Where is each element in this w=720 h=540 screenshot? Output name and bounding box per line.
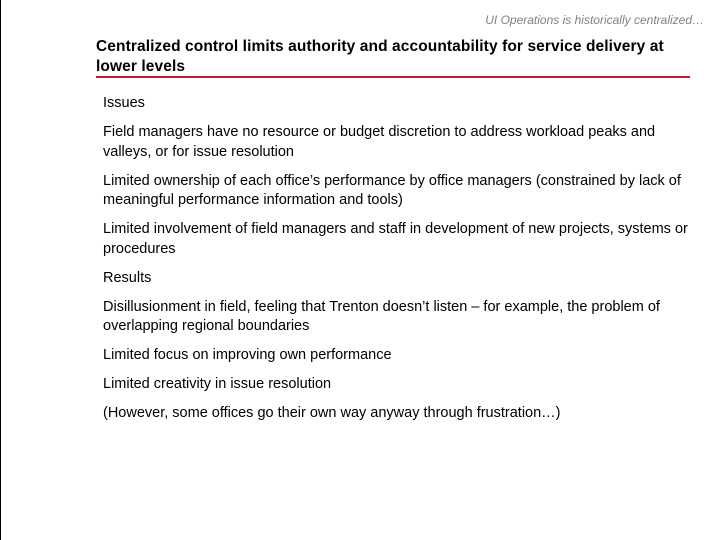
result-item: Limited creativity in issue resolution [103,376,332,392]
issue-item: Field managers have no resource or budget discretion to address workload peaks and valleys, or for issue resolution [103,124,656,160]
title-underline [96,76,690,78]
left-border [0,0,1,540]
result-item: (However, some offices go their own way anyway through frustration…) [103,405,561,421]
issues-heading: Issues [103,95,145,111]
results-heading: Results [103,269,152,286]
result-item: Disillusionment in field, feeling that Trenton doesn’t listen – for example, the problem of overlapping regional boundaries [103,298,660,334]
issue-item: Limited involvement of field managers and staff in development of new projects, systems or procedures [103,221,688,257]
issue-item: Limited ownership of each office’s performance by office managers (constrained by lack of meaningful performance information and tools) [103,172,681,208]
result-item: Limited focus on improving own performance [103,347,392,363]
header-caption: UI Operations is historically centralized… [485,13,704,27]
content-body [103,94,693,433]
slide-title: Centralized control limits authority and accountability for service delivery at lower levels [96,38,664,75]
